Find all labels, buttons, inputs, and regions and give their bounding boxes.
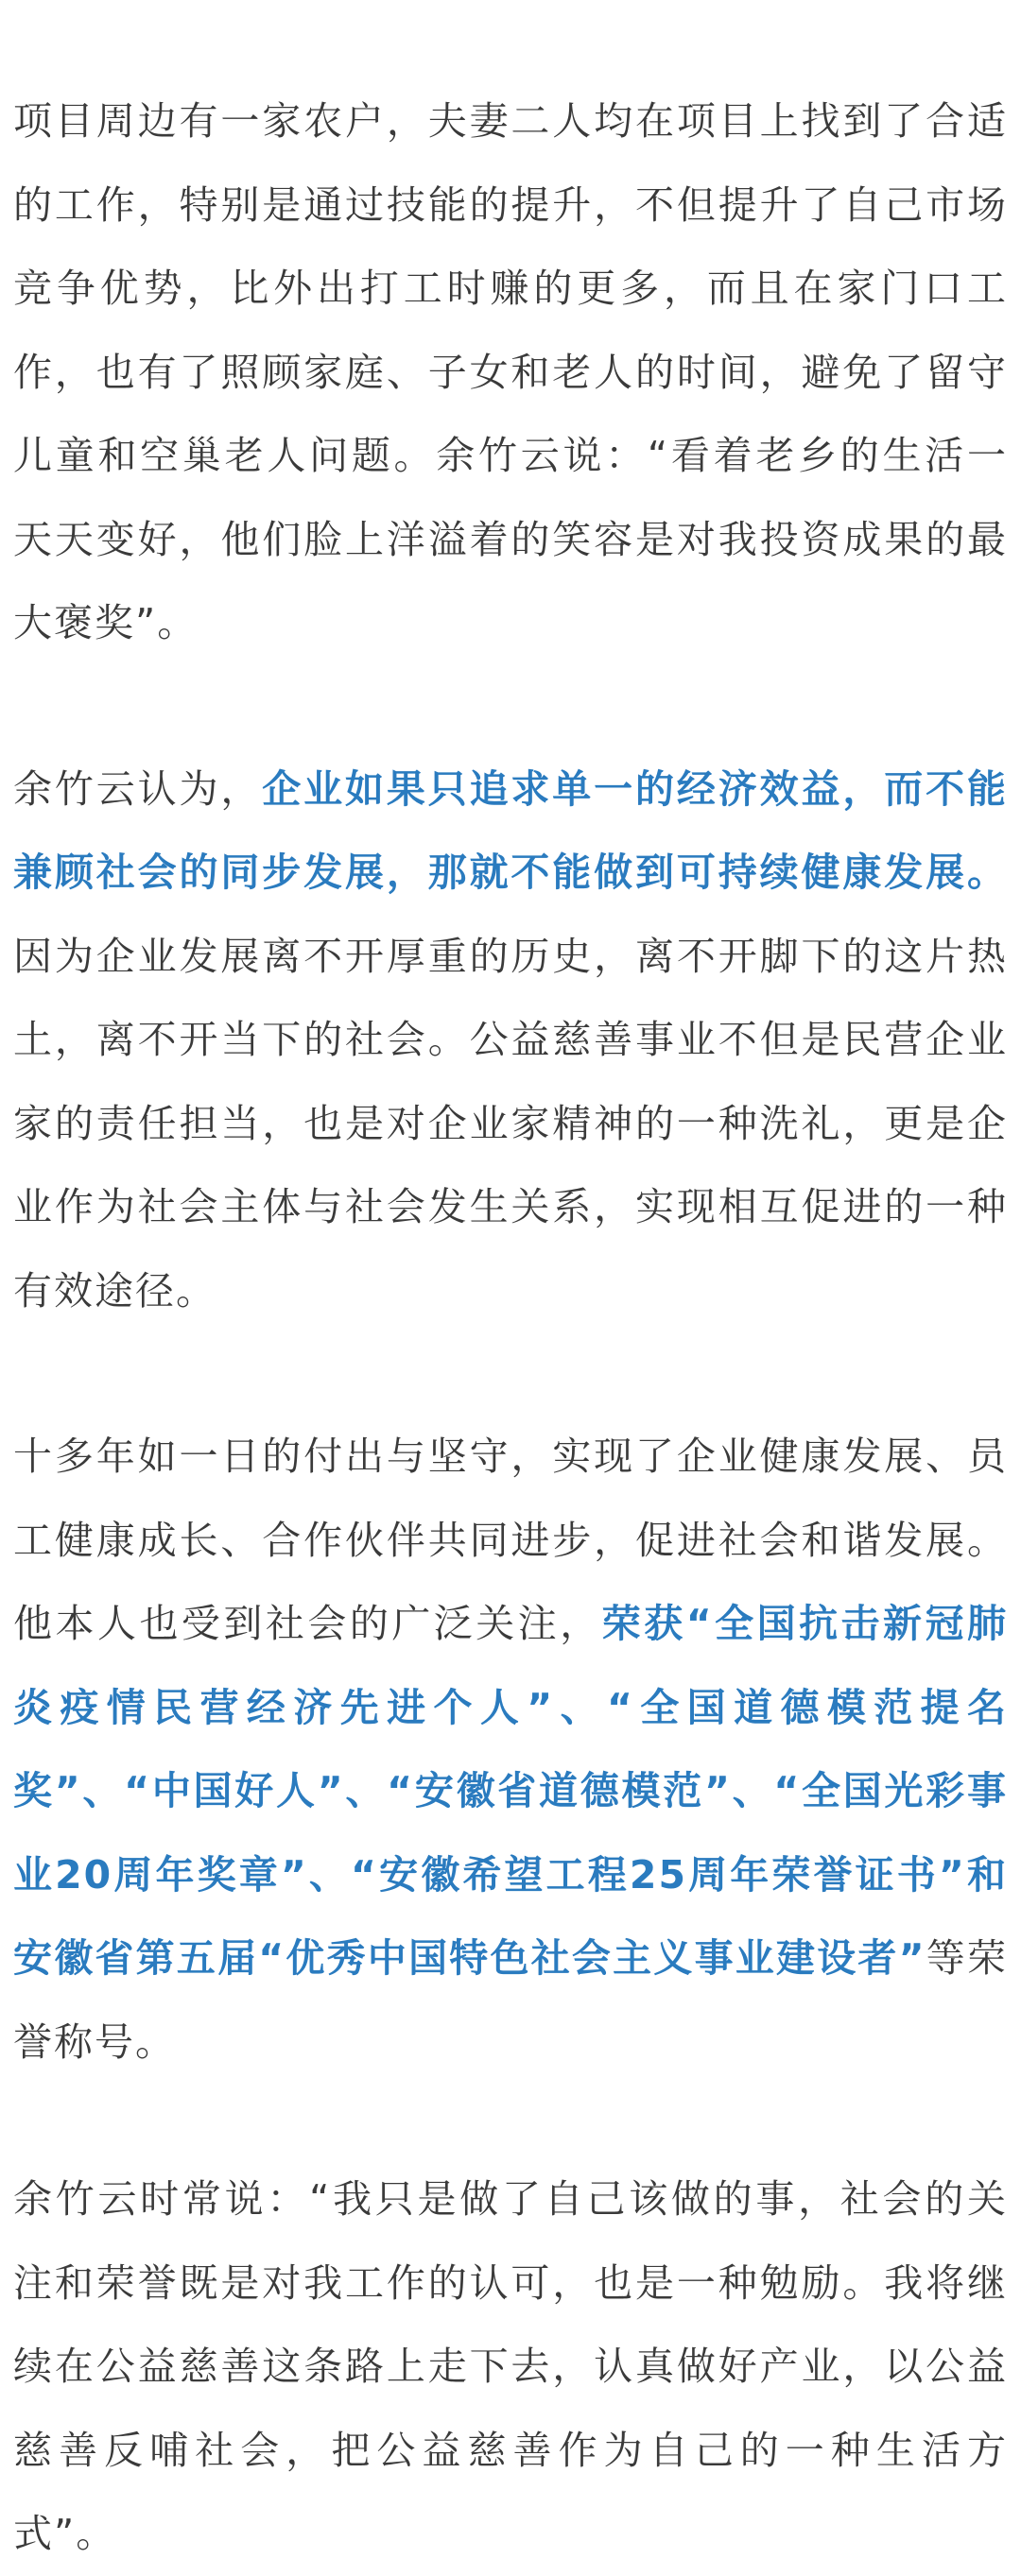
- paragraph-3-highlight: 荣获“全国抗击新冠肺炎疫情民营经济先进个人”、“全国道德模范提名奖”、“中国好人”、“安徽省道德模范”、“全国光彩事业20周年奖章”、“安徽希望工程25周年荣誉证书”和安徽省第五届“优秀中国特色社会主义事业建设者”: [13, 1601, 1009, 1981]
- paragraph-2-rest: 因为企业发展离不开厚重的历史，离不开脚下的这片热土，离不开当下的社会。公益慈善事业不但是民营企业家的责任担当，也是对企业家精神的一种洗礼，更是企业作为社会主体与社会发生关系，实现相互促进的一种有效途径。: [13, 933, 1008, 1314]
- paragraph-2: [13, 747, 1008, 1333]
- paragraph-1: 项目周边有一家农户，夫妻二人均在项目上找到了合适的工作，特别是通过技能的提升，不但提升了自己市场竞争优势，比外出打工时赚的更多，而且在家门口工作，也有了照顾家庭、子女和老人的时间，避免了留守儿童和空巢老人问题。余竹云说：“看着老乡的生活一天天变好，他们脸上洋溢着的笑容是对我投资成果的最大褒奖”。: [13, 98, 1008, 645]
- paragraph-2-highlight: 企业如果只追求单一的经济效益，而不能兼顾社会的同步发展，那就不能做到可持续健康发展。: [13, 765, 1008, 895]
- paragraph-3-rest: 等荣誉称号。: [13, 1935, 1009, 2065]
- paragraph-4: 余竹云时常说：“我只是做了自己该做的事，社会的关注和荣誉既是对我工作的认可，也是一种勉励。我将继续在公益慈善这条路上走下去，认真做好产业，以公益慈善反哺社会，把公益慈善作为自己的一种生活方式”。: [13, 2176, 1008, 2556]
- paragraph-3: [13, 1415, 1008, 2084]
- paragraph-2-lead: 余竹云认为，: [13, 765, 263, 812]
- paragraph-3-lead: 十多年如一日的付出与坚守，实现了企业健康发展、员工健康成长、合作伙伴共同进步，促进社会和谐发展。他本人也受到社会的广泛关注，: [13, 1434, 1008, 1646]
- article-body: [13, 79, 1008, 2576]
